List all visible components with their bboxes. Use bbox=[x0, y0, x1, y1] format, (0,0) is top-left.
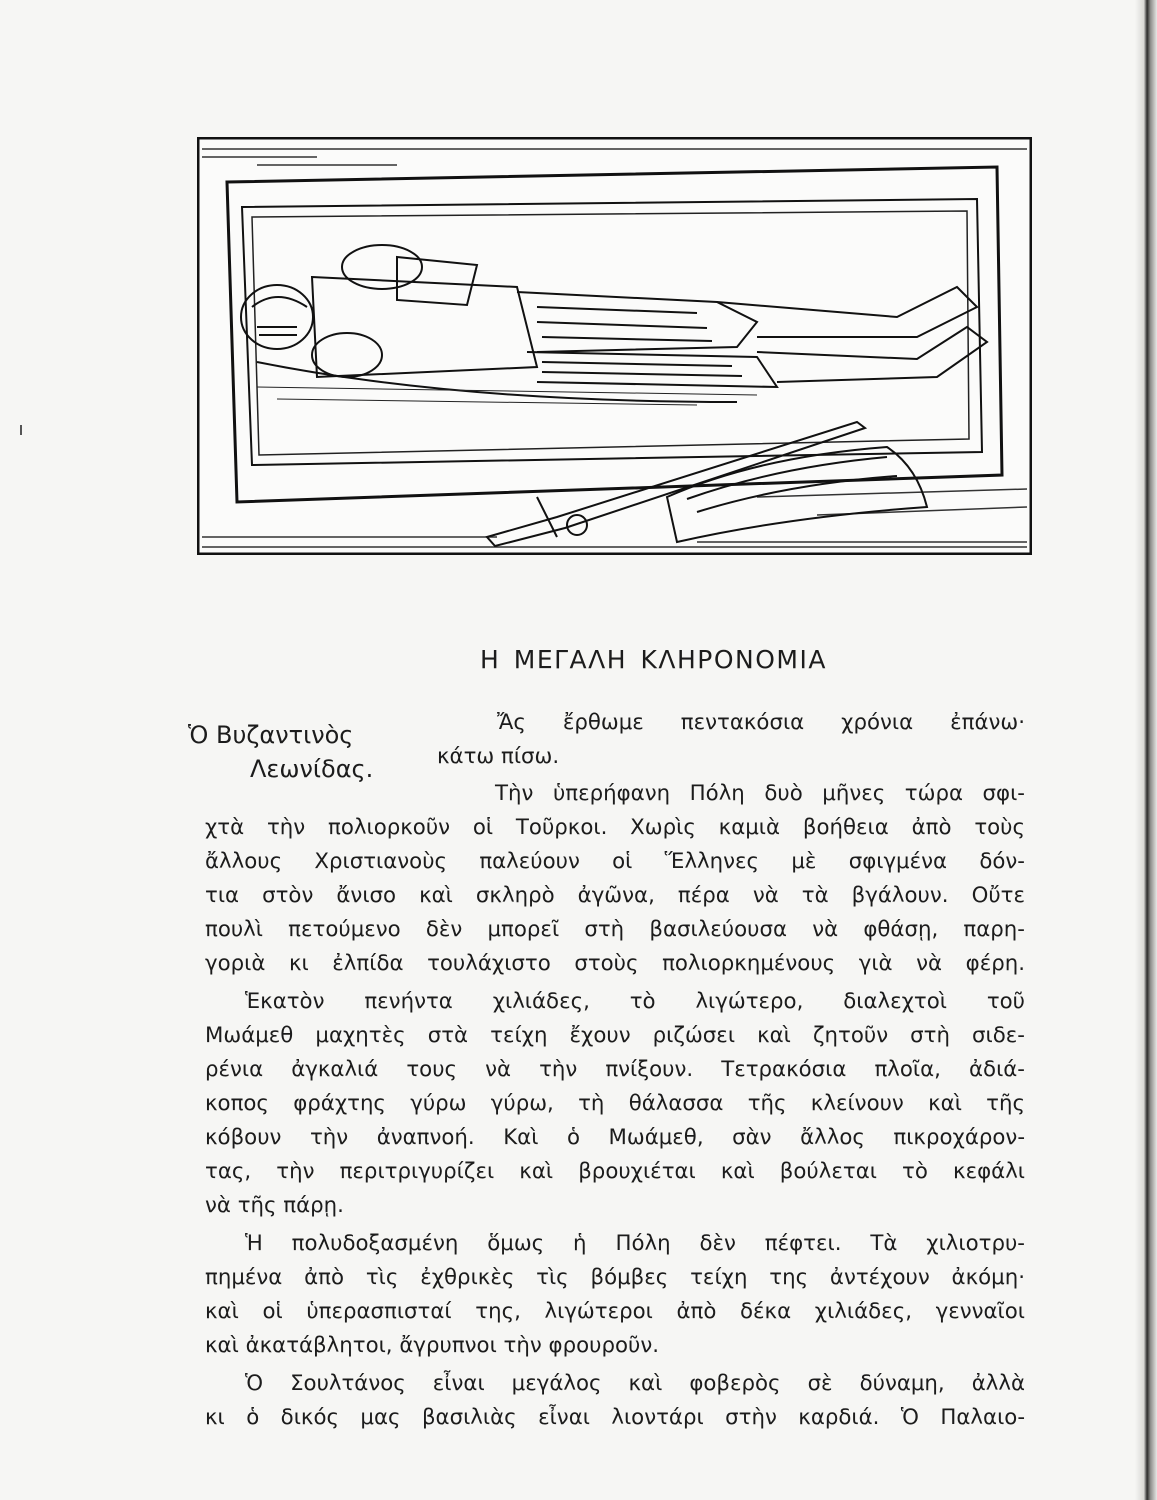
text-line: Ἄς ἔρθωμε πεντακόσια χρόνια ἐπάνω· bbox=[497, 710, 1025, 735]
text-line: καὶ οἱ ὑπερασπισταί της, λιγώτεροι ἀπὸ δέκα χιλιάδες, γενναῖοι bbox=[205, 1299, 1025, 1324]
text-line: τας, τὴν περιτριγυρίζει καὶ βρουχιέται καὶ βούλεται τὸ κεφάλι bbox=[205, 1159, 1025, 1184]
text-line: πημένα ἀπὸ τὶς ἐχθρικὲς τὶς βόμβες τείχη της ἀντέχουν ἀκόμη· bbox=[205, 1265, 1025, 1290]
page-edge-shadow bbox=[1135, 0, 1157, 1500]
text-line: ρένια ἀγκαλιά τους νὰ τὴν πνίξουν. Τετρακόσια πλοῖα, ἀδιά- bbox=[205, 1057, 1025, 1082]
text-line: Ὁ Σουλτάνος εἶναι μεγάλος καὶ φοβερὸς σὲ δύναμη, ἀλλὰ bbox=[245, 1371, 1025, 1396]
text-line: νὰ τῆς πάρῃ. bbox=[205, 1193, 344, 1218]
text-line: χτὰ τὴν πολιορκοῦν οἱ Τοῦρκοι. Χωρὶς καμιὰ βοήθεια ἀπὸ τοὺς bbox=[205, 815, 1025, 840]
text-line: κόβουν τὴν ἀναπνοή. Καὶ ὁ Μωάμεθ, σὰν ἄλλος πικροχάρον- bbox=[205, 1125, 1025, 1150]
text-line: καὶ ἀκατάβλητοι, ἄγρυπνοι τὴν φρουροῦν. bbox=[205, 1333, 659, 1358]
knight-illustration-drawing bbox=[197, 137, 1032, 555]
chapter-title: Η ΜΕΓΑΛΗ ΚΛΗΡΟΝΟΜΙΑ bbox=[480, 645, 827, 674]
text-line: Ἡ πολυδοξασμένη ὅμως ἡ Πόλη δὲν πέφτει. Τὰ χιλιοτρυ- bbox=[245, 1231, 1025, 1256]
knight-illustration bbox=[197, 137, 1032, 555]
text-line: κάτω πίσω. bbox=[437, 744, 560, 769]
marginal-heading-line-2: Λεωνίδας. bbox=[250, 755, 374, 783]
text-line: Ἑκατὸν πενήντα χιλιάδες, τὸ λιγώτερο, διαλεχτοὶ τοῦ bbox=[245, 989, 1025, 1014]
text-line: γοριὰ κι ἐλπίδα τουλάχιστο στοὺς πολιορκημένους γιὰ νὰ φέρη. bbox=[205, 951, 1025, 976]
text-line: ἄλλους Χριστιανοὺς παλεύουν οἱ Ἕλληνες μὲ σφιγμένα δόν- bbox=[205, 849, 1025, 874]
margin-mark bbox=[20, 425, 22, 435]
text-line: Τὴν ὑπερήφανη Πόλη δυὸ μῆνες τώρα σφι- bbox=[495, 781, 1025, 806]
marginal-heading bbox=[188, 718, 428, 786]
text-line: Μωάμεθ μαχητὲς στὰ τείχη ἔχουν ριζώσει καὶ ζητοῦν στὴ σιδε- bbox=[205, 1023, 1025, 1048]
text-line: κοπος φράχτης γύρω γύρω, τὴ θάλασσα τῆς κλείνουν καὶ τῆς bbox=[205, 1091, 1025, 1116]
text-line: πουλὶ πετούμενο δὲν μπορεῖ στὴ βασιλεύουσα νὰ φθάσῃ, παρη- bbox=[205, 917, 1025, 942]
text-line: κι ὁ δικός μας βασιλιὰς εἶναι λιοντάρι στὴν καρδιά. Ὁ Παλαιο- bbox=[205, 1405, 1025, 1430]
text-line: τια στὸν ἄνισο καὶ σκληρὸ ἀγῶνα, πέρα νὰ τὰ βγάλουν. Οὔτε bbox=[205, 883, 1025, 908]
marginal-heading-line-1: Ὁ Βυζαντινὸς bbox=[188, 721, 354, 749]
